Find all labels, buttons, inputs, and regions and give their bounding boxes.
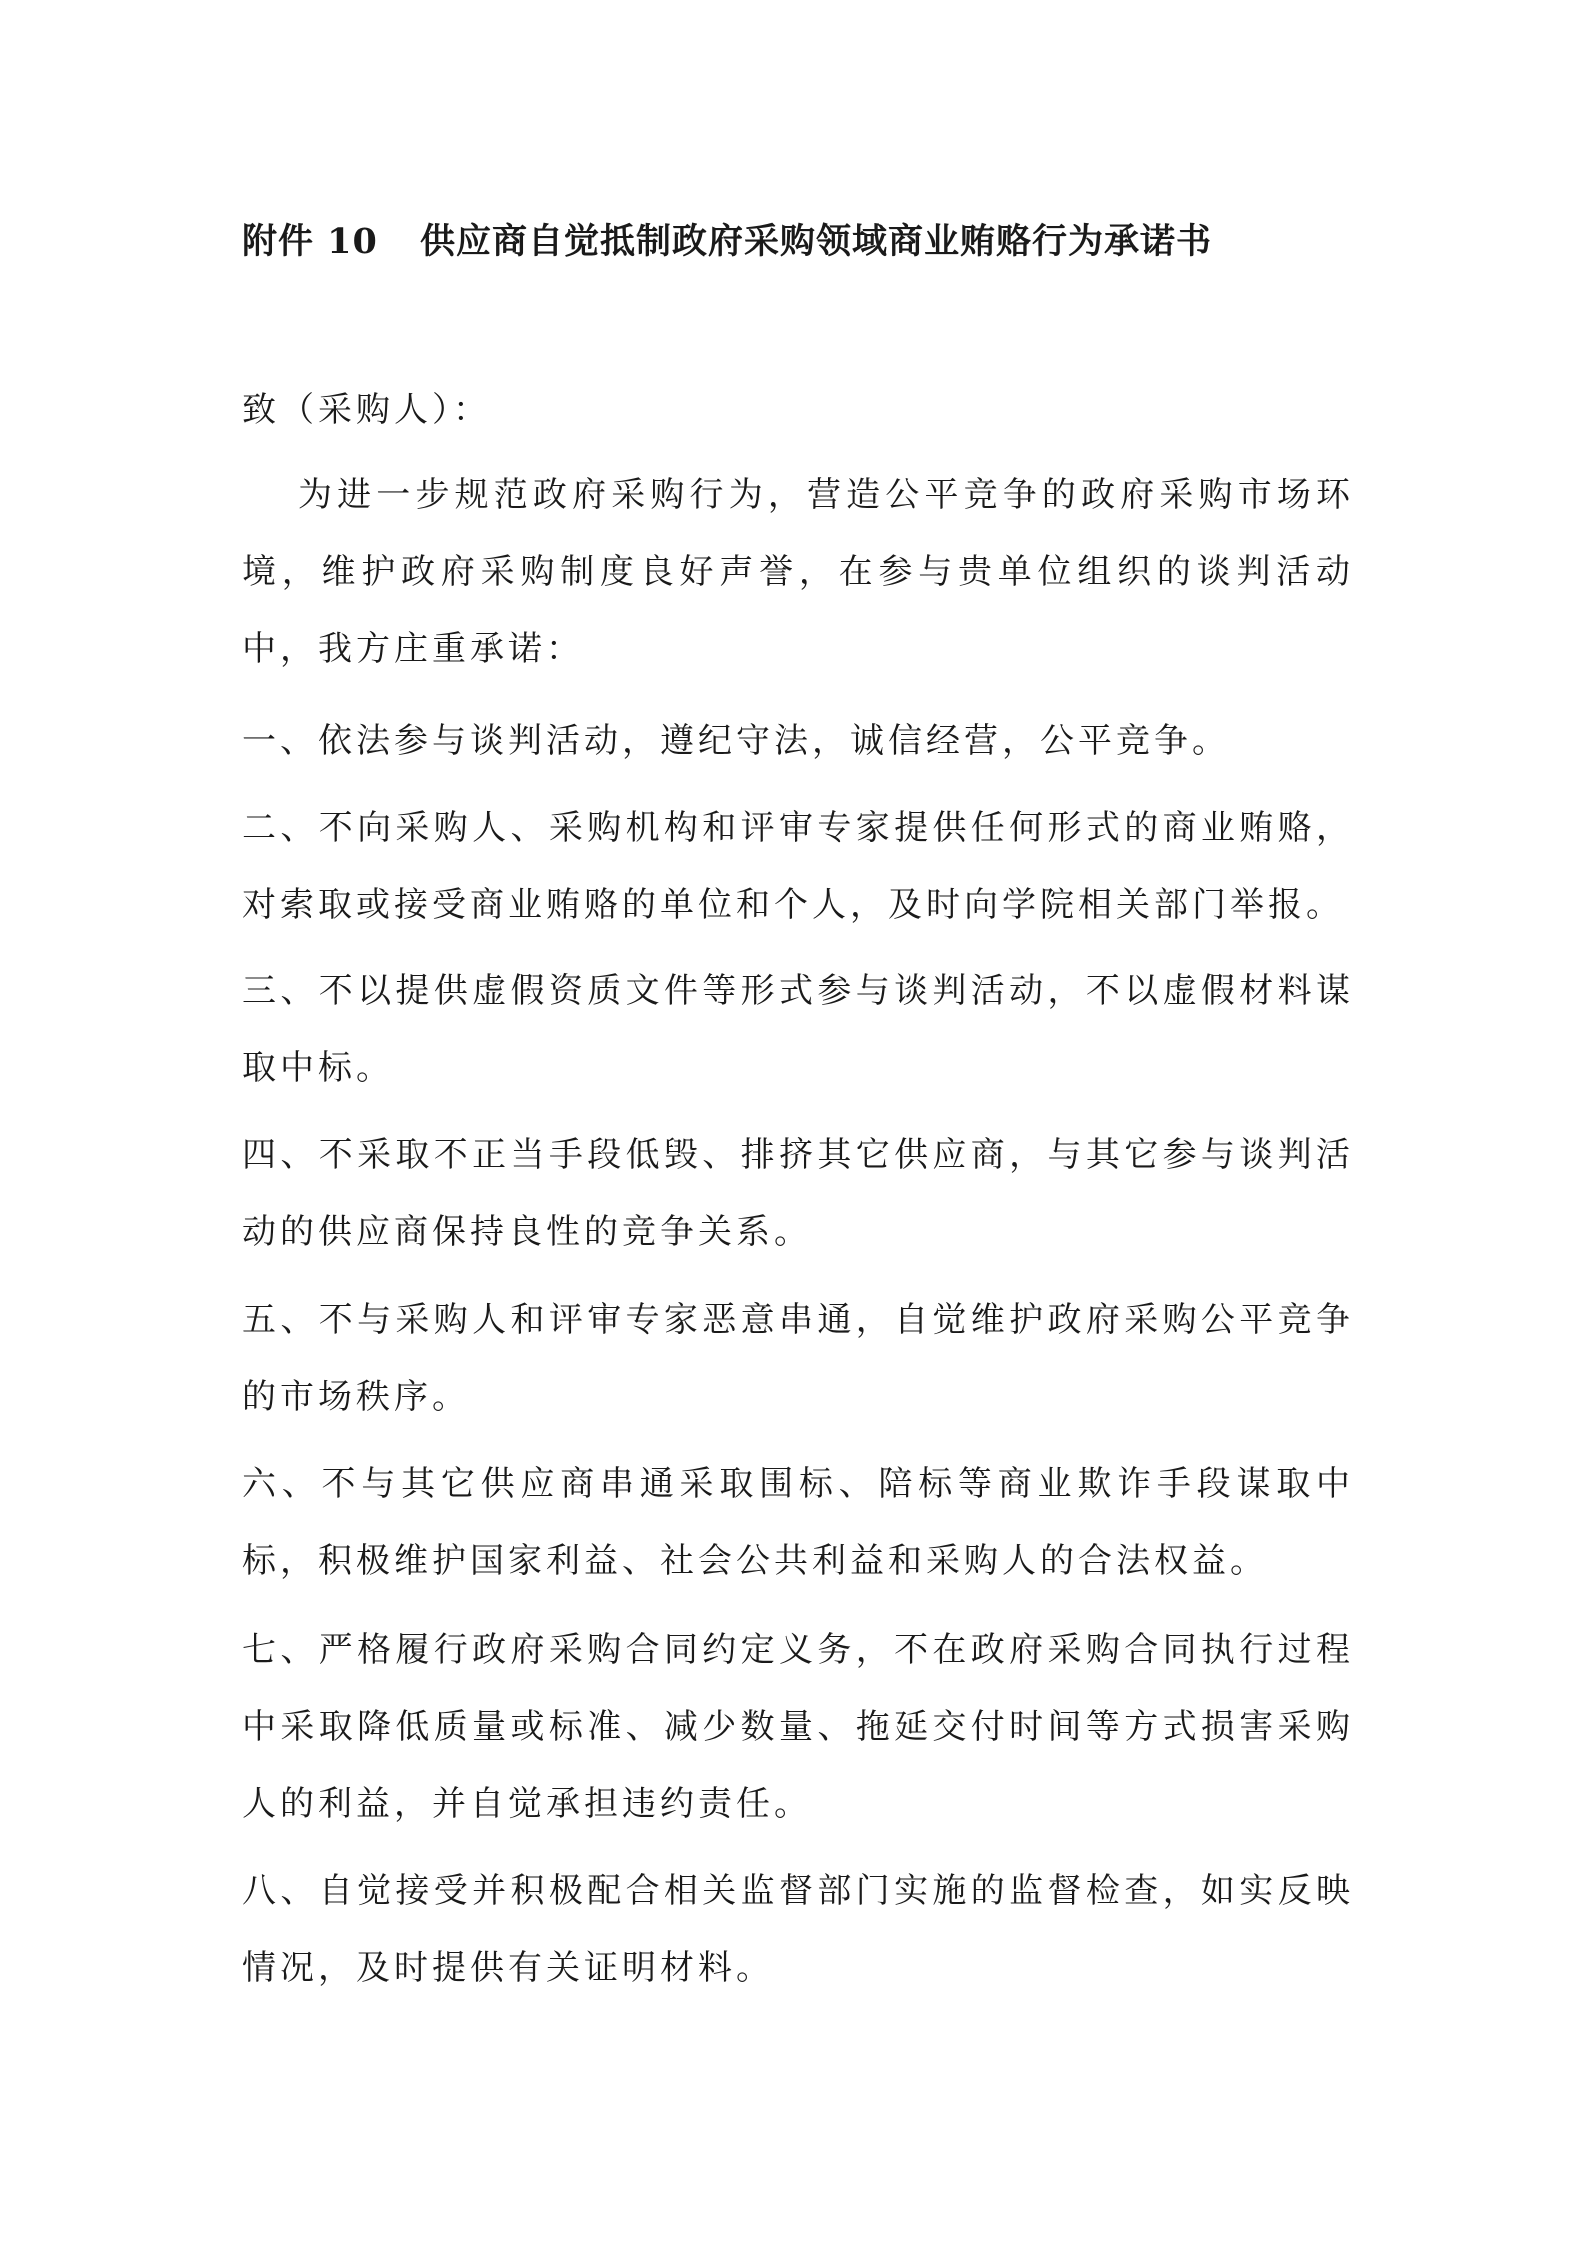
commitment-item-7: 七、严格履行政府采购合同约定义务，不在政府采购合同执行过程中采取降低质量或标准、减少数量、拖延交付时间等方式损害采购人的利益，并自觉承担违约责任。 — [242, 1630, 1354, 1824]
commitment-item-5: 五、不与采购人和评审专家恶意串通，自觉维护政府采购公平竞争的市场秩序。 — [242, 1300, 1354, 1417]
commitment-item-8: 八、自觉接受并积极配合相关监督部门实施的监督检查，如实反映情况，及时提供有关证明材料。 — [242, 1871, 1354, 1988]
commitment-item-3: 三、不以提供虚假资质文件等形式参与谈判活动，不以虚假材料谋取中标。 — [242, 971, 1354, 1088]
attachment-label: 附件 10 — [242, 221, 378, 262]
salutation: 致（采购人）： — [242, 390, 491, 430]
commitment-item-1: 一、依法参与谈判活动，遵纪守法，诚信经营，公平竞争。 — [242, 721, 1230, 761]
commitment-item-6: 六、不与其它供应商串通采取围标、陪标等商业欺诈手段谋取中标，积极维护国家利益、社会公共利益和采购人的合法权益。 — [242, 1464, 1354, 1581]
intro-paragraph: 为进一步规范政府采购行为，营造公平竞争的政府采购市场环境，维护政府采购制度良好声誉，在参与贵单位组织的谈判活动中，我方庄重承诺： — [242, 475, 1354, 669]
title-text: 供应商自觉抵制政府采购领域商业贿赂行为承诺书 — [420, 221, 1213, 262]
commitment-item-2: 二、不向采购人、采购机构和评审专家提供任何形式的商业贿赂，对索取或接受商业贿赂的单位和个人，及时向学院相关部门举报。 — [242, 808, 1354, 925]
commitment-item-4: 四、不采取不正当手段低毁、排挤其它供应商，与其它参与谈判活动的供应商保持良性的竞争关系。 — [242, 1135, 1354, 1252]
document-title — [242, 214, 1402, 270]
